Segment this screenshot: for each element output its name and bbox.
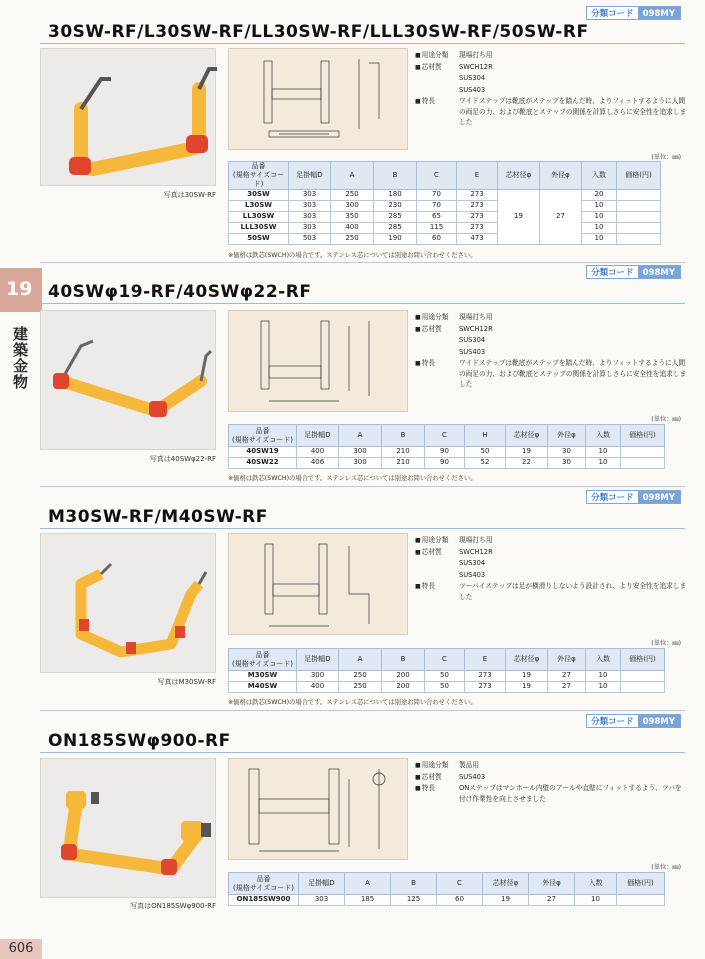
table-header: 足掛幅D — [297, 425, 339, 447]
table-cell: 400 — [297, 447, 339, 458]
table-header: 入数 — [575, 873, 617, 895]
table-row — [229, 682, 665, 693]
table-cell: 27 — [540, 190, 582, 245]
unit-label-2: (単位：㎜) — [651, 416, 681, 423]
section-title-1: 30SW-RF/L30SW-RF/LL30SW-RF/LLL30SW-RF/50SW-RF — [48, 22, 589, 42]
table-cell — [617, 190, 661, 201]
table-cell: 19 — [498, 190, 540, 245]
table-cell: 10 — [582, 223, 617, 234]
table-cell: 10 — [582, 234, 617, 245]
table-header: 品番 (規格サイズコード) — [229, 162, 289, 190]
table-cell: 250 — [339, 682, 382, 693]
table-cell: 19 — [483, 895, 529, 906]
table-cell — [621, 682, 665, 693]
table-header: 価格(円) — [621, 649, 665, 671]
table-cell: 230 — [374, 201, 417, 212]
table-cell: 300 — [339, 458, 382, 469]
table-header: 入数 — [582, 162, 617, 190]
category-code-1: 分類コード 098MY — [586, 6, 681, 20]
section-title-3: M30SW-RF/M40SW-RF — [48, 507, 268, 527]
table-cell: 50SW — [229, 234, 289, 245]
table-cell: 19 — [506, 447, 548, 458]
photo-caption-1: 写真は30SW-RF — [163, 191, 216, 199]
table-header: 外径φ — [548, 649, 586, 671]
table-cell: 20 — [582, 190, 617, 201]
table-cell: 303 — [289, 212, 331, 223]
table-header: 品番 (規格サイズコード) — [229, 873, 299, 895]
table-cell: M30SW — [229, 671, 297, 682]
table-cell: L30SW — [229, 201, 289, 212]
table-cell: 210 — [382, 458, 425, 469]
table-cell: 350 — [331, 212, 374, 223]
technical-drawing-4 — [228, 758, 408, 860]
divider — [40, 710, 685, 711]
table-cell: 50 — [425, 682, 465, 693]
table-header: 入数 — [586, 649, 621, 671]
table-cell: 303 — [299, 895, 345, 906]
spec-list-1: ■ 用途分類 現場打ち用 ■ 芯材質 SWCH12R SUS304 SUS403 ■ 特長 ワイドステップは靴底がステップを踏んだ時、よりフィットするように人間の両足の力、および靴底とステップの関係を計算しさらに安全性を追求しました — [415, 50, 687, 128]
spec-table-1 — [228, 161, 661, 245]
table-header: C — [417, 162, 457, 190]
table-cell: 125 — [391, 895, 437, 906]
table-header: A — [339, 649, 382, 671]
table-header: 足掛幅D — [297, 649, 339, 671]
table-header: 足掛幅D — [299, 873, 345, 895]
table-cell: LL30SW — [229, 212, 289, 223]
table-cell: 200 — [382, 671, 425, 682]
table-header: 外径φ — [540, 162, 582, 190]
table-row — [229, 212, 661, 223]
section-title-4: ON185SWφ900-RF — [48, 731, 231, 751]
table-header: 品番 (規格サイズコード) — [229, 649, 297, 671]
table-header: 価格(円) — [621, 425, 665, 447]
table-header: C — [425, 425, 465, 447]
table-cell: 273 — [457, 201, 498, 212]
table-cell: 10 — [575, 895, 617, 906]
page-number: 606 — [0, 939, 42, 959]
table-cell: 200 — [382, 682, 425, 693]
table-cell — [617, 212, 661, 223]
table-cell: 10 — [586, 682, 621, 693]
table-cell: 60 — [417, 234, 457, 245]
table-header: 価格(円) — [617, 162, 661, 190]
table-cell: 503 — [289, 234, 331, 245]
table-cell: 10 — [586, 671, 621, 682]
table-cell: 60 — [437, 895, 483, 906]
table-row — [229, 223, 661, 234]
table-header: 芯材径φ — [483, 873, 529, 895]
table-header: 品番 (規格サイズコード) — [229, 425, 297, 447]
spec-list-3: ■ 用途分類 現場打ち用 ■ 芯材質 SWCH12R SUS304 SUS403 ■ 特長 ツーバイステップは足が横滑りしないよう設計され、より安全性を追求しました — [415, 535, 687, 602]
table-cell: 273 — [457, 190, 498, 201]
price-note-1: ※価格は鉄芯(SWCH)の場合です。ステンレス芯については別途お問い合わせください。 — [228, 252, 477, 259]
table-cell: M40SW — [229, 682, 297, 693]
table-cell: 273 — [465, 682, 506, 693]
photo-caption-2: 写真は40SWφ22-RF — [149, 455, 216, 463]
table-cell — [617, 223, 661, 234]
unit-label-3: (単位：㎜) — [651, 640, 681, 647]
table-cell: 400 — [331, 223, 374, 234]
table-cell: 180 — [374, 190, 417, 201]
table-cell: 473 — [457, 234, 498, 245]
technical-drawing-2 — [228, 310, 408, 412]
table-row — [229, 458, 665, 469]
price-note-2: ※価格は鉄芯(SWCH)の場合です。ステンレス芯については別途お問い合わせください。 — [228, 475, 477, 482]
table-header: B — [391, 873, 437, 895]
chapter-title: 建築金物 — [11, 326, 29, 390]
table-cell: 27 — [548, 671, 586, 682]
table-cell: 27 — [529, 895, 575, 906]
table-cell: 273 — [457, 212, 498, 223]
table-header: 価格(円) — [617, 873, 665, 895]
table-cell: 40SW19 — [229, 447, 297, 458]
divider — [40, 752, 685, 753]
table-cell: 300 — [331, 201, 374, 212]
table-cell: 40SW22 — [229, 458, 297, 469]
table-cell: 27 — [548, 682, 586, 693]
divider — [40, 528, 685, 529]
table-cell — [621, 447, 665, 458]
table-cell: 50 — [465, 447, 506, 458]
product-photo-4 — [40, 758, 216, 898]
chapter-tab — [0, 268, 42, 312]
unit-label-1: (単位：㎜) — [651, 154, 681, 161]
table-cell: 10 — [582, 212, 617, 223]
category-code-2: 分類コード 098MY — [586, 265, 681, 279]
table-row — [229, 234, 661, 245]
table-row — [229, 201, 661, 212]
table-cell: 90 — [425, 447, 465, 458]
table-header: H — [465, 425, 506, 447]
table-row — [229, 671, 665, 682]
table-cell: 10 — [586, 458, 621, 469]
table-header: 芯材径φ — [506, 425, 548, 447]
table-header: 芯材径φ — [498, 162, 540, 190]
table-cell: 273 — [465, 671, 506, 682]
spec-table-2 — [228, 424, 665, 469]
table-header: A — [331, 162, 374, 190]
table-cell: 300 — [339, 447, 382, 458]
chapter-number: 19 — [6, 278, 33, 300]
table-cell: 115 — [417, 223, 457, 234]
table-cell: 185 — [345, 895, 391, 906]
table-header: E — [457, 162, 498, 190]
table-cell: 30 — [548, 458, 586, 469]
table-row — [229, 190, 661, 201]
table-cell: 30 — [548, 447, 586, 458]
category-code-3: 分類コード 098MY — [586, 490, 681, 504]
table-cell: 52 — [465, 458, 506, 469]
table-header: C — [437, 873, 483, 895]
table-header: 外径φ — [529, 873, 575, 895]
product-photo-2 — [40, 310, 216, 450]
table-cell: 65 — [417, 212, 457, 223]
spec-list-2: ■ 用途分類 現場打ち用 ■ 芯材質 SWCH12R SUS304 SUS403 ■ 特長 ワイドステップは靴底がステップを踏んだ時、よりフィットするように人間の両足の力、および靴底とステップの関係を計算しさらに安全性を追求しました — [415, 312, 687, 390]
table-header: B — [382, 649, 425, 671]
section-title-2: 40SWφ19-RF/40SWφ22-RF — [48, 282, 312, 302]
divider — [40, 262, 685, 263]
table-header: A — [345, 873, 391, 895]
product-photo-1 — [40, 48, 216, 186]
table-header: E — [465, 649, 506, 671]
table-cell: 250 — [331, 190, 374, 201]
divider — [40, 43, 685, 44]
table-cell: 19 — [506, 671, 548, 682]
divider — [40, 303, 685, 304]
table-cell: 19 — [506, 682, 548, 693]
table-header: C — [425, 649, 465, 671]
table-cell — [617, 201, 661, 212]
price-note-3: ※価格は鉄芯(SWCH)の場合です。ステンレス芯については別途お問い合わせください。 — [228, 699, 477, 706]
table-cell: 285 — [374, 223, 417, 234]
table-cell: 90 — [425, 458, 465, 469]
table-cell: 300 — [297, 671, 339, 682]
table-header: B — [382, 425, 425, 447]
table-cell: 10 — [582, 201, 617, 212]
table-cell — [617, 895, 665, 906]
table-header: 外径φ — [548, 425, 586, 447]
table-cell: 250 — [331, 234, 374, 245]
table-cell: 50 — [425, 671, 465, 682]
table-row — [229, 447, 665, 458]
table-cell — [617, 234, 661, 245]
table-cell: 303 — [289, 190, 331, 201]
spec-table-4 — [228, 872, 665, 906]
table-header: 足掛幅D — [289, 162, 331, 190]
table-cell: 210 — [382, 447, 425, 458]
spec-list-4: ■ 用途分類 製品用 ■ 芯材質 SUS403 ■ 特長 ONステップはマンホール内壁のアールや直壁にフィットするよう、ツバを付け作業性を向上させました — [415, 760, 687, 804]
table-cell: 70 — [417, 190, 457, 201]
table-header: B — [374, 162, 417, 190]
unit-label-4: (単位：㎜) — [651, 864, 681, 871]
table-header: A — [339, 425, 382, 447]
table-header: 芯材径φ — [506, 649, 548, 671]
category-code-4: 分類コード 098MY — [586, 714, 681, 728]
table-cell — [621, 458, 665, 469]
technical-drawing-3 — [228, 533, 408, 635]
product-photo-3 — [40, 533, 216, 673]
table-row — [229, 895, 665, 906]
table-header: 入数 — [586, 425, 621, 447]
technical-drawing-1 — [228, 48, 408, 150]
photo-caption-3: 写真はM30SW-RF — [157, 678, 216, 686]
table-cell: ON185SW900 — [229, 895, 299, 906]
table-cell: 273 — [457, 223, 498, 234]
table-cell: LLL30SW — [229, 223, 289, 234]
spec-table-3 — [228, 648, 665, 693]
table-cell: 190 — [374, 234, 417, 245]
table-cell: 406 — [297, 458, 339, 469]
table-cell: 285 — [374, 212, 417, 223]
table-cell: 250 — [339, 671, 382, 682]
photo-caption-4: 写真はON185SWφ900-RF — [130, 902, 216, 910]
table-cell: 22 — [506, 458, 548, 469]
table-cell — [621, 671, 665, 682]
divider — [40, 486, 685, 487]
table-cell: 303 — [289, 223, 331, 234]
table-cell: 30SW — [229, 190, 289, 201]
table-cell: 70 — [417, 201, 457, 212]
table-cell: 10 — [586, 447, 621, 458]
table-cell: 400 — [297, 682, 339, 693]
table-cell: 303 — [289, 201, 331, 212]
